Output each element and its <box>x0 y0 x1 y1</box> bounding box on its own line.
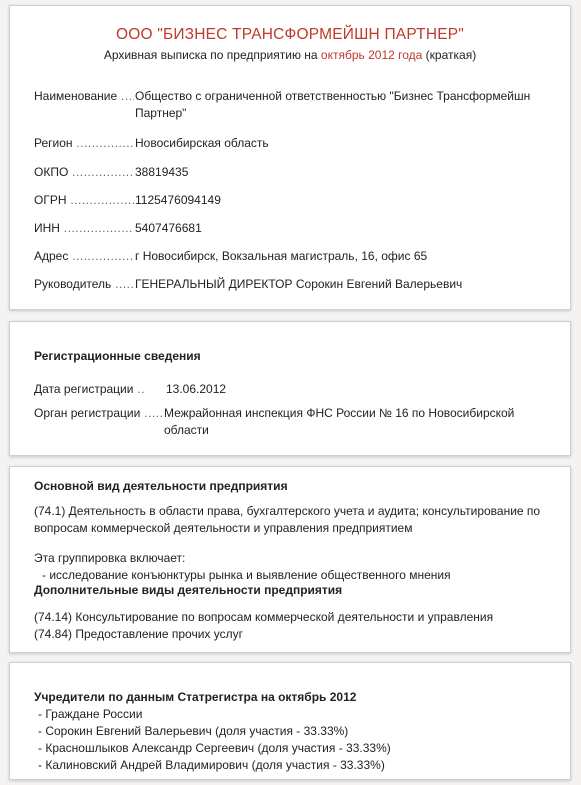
field-region <box>34 135 554 152</box>
field-reg-authority <box>34 405 554 439</box>
registration-card <box>9 321 571 456</box>
main-activity-heading: Основной вид деятельности предприятия <box>34 479 288 493</box>
field-name-value: Общество с ограниченной ответственностью "Бизнес Трансформейшн Партнер" <box>135 89 531 120</box>
field-ogrn-label: ОГРН ..... <box>34 192 134 209</box>
field-ogrn <box>34 192 554 209</box>
field-director-value: ГЕНЕРАЛЬНЫЙ ДИРЕКТОР Сорокин Евгений Валерьевич <box>135 277 463 291</box>
field-director-label: Руководитель ..... <box>34 276 134 293</box>
field-address <box>34 248 554 265</box>
company-card <box>9 5 571 310</box>
registration-heading: Регистрационные сведения <box>34 349 201 363</box>
includes-item: - исследование конъюнктуры рынка и выявление общественного мнения <box>42 568 451 582</box>
main-activity-text: (74.1) Деятельность в области права, бухгалтерского учета и аудита; консультирование по вопросам коммерческой деятельности и управления предприятием <box>34 504 541 535</box>
field-name-label: Наименование ..... <box>34 88 134 105</box>
field-name <box>34 88 554 122</box>
includes-label: Эта группировка включает: <box>34 551 186 565</box>
subtitle-suffix: (краткая) <box>422 48 477 62</box>
company-title: ООО "БИЗНЕС ТРАНСФОРМЕЙШН ПАРТНЕР" <box>115 26 465 43</box>
extra-activity-item: (74.14) Консультирование по вопросам коммерческой деятельности и управления <box>34 610 494 624</box>
field-address-value: г Новосибирск, Вокзальная магистраль, 16, офис 65 <box>135 249 428 263</box>
field-region-label: Регион ..... <box>34 135 134 152</box>
field-region-value: Новосибирская область <box>135 136 269 150</box>
subtitle-prefix: Архивная выписка по предприятию на <box>103 48 321 62</box>
founder-item: - Красношлыков Александр Сергеевич (доля участия - 33.33%) <box>38 741 391 755</box>
field-okpo <box>34 164 554 181</box>
field-reg-authority-label: Орган регистрации ..... <box>34 405 162 422</box>
founder-item: - Граждане России <box>38 707 143 721</box>
field-inn <box>34 220 554 237</box>
field-reg-authority-value: Межрайонная инспекция ФНС России № 16 по Новосибирской области <box>164 406 515 437</box>
founder-item: - Калиновский Андрей Владимирович (доля участия - 33.33%) <box>38 758 385 772</box>
field-inn-value: 5407476681 <box>135 221 202 235</box>
founders-card <box>9 662 571 780</box>
field-ogrn-value: 1125476094149 <box>135 193 221 207</box>
extra-activity-heading: Дополнительные виды деятельности предприятия <box>34 583 343 597</box>
subtitle-period: октябрь 2012 года <box>320 48 423 62</box>
field-okpo-label: ОКПО ..... <box>34 164 134 181</box>
field-inn-label: ИНН ..... <box>34 220 134 237</box>
field-okpo-value: 38819435 <box>135 165 189 179</box>
founder-item: - Сорокин Евгений Валерьевич (доля участия - 33.33%) <box>38 724 349 738</box>
activity-card <box>9 466 571 653</box>
field-director <box>34 276 554 293</box>
field-address-label: Адрес ..... <box>34 248 134 265</box>
report-subtitle <box>10 48 570 62</box>
field-reg-date-label: Дата регистрации ..... <box>34 381 145 398</box>
field-reg-date-value: 13.06.2012 <box>166 382 227 396</box>
extra-activity-item: (74.84) Предоставление прочих услуг <box>34 627 244 641</box>
field-reg-date <box>34 381 554 398</box>
founders-heading: Учредители по данным Статрегистра на октябрь 2012 <box>34 690 357 704</box>
